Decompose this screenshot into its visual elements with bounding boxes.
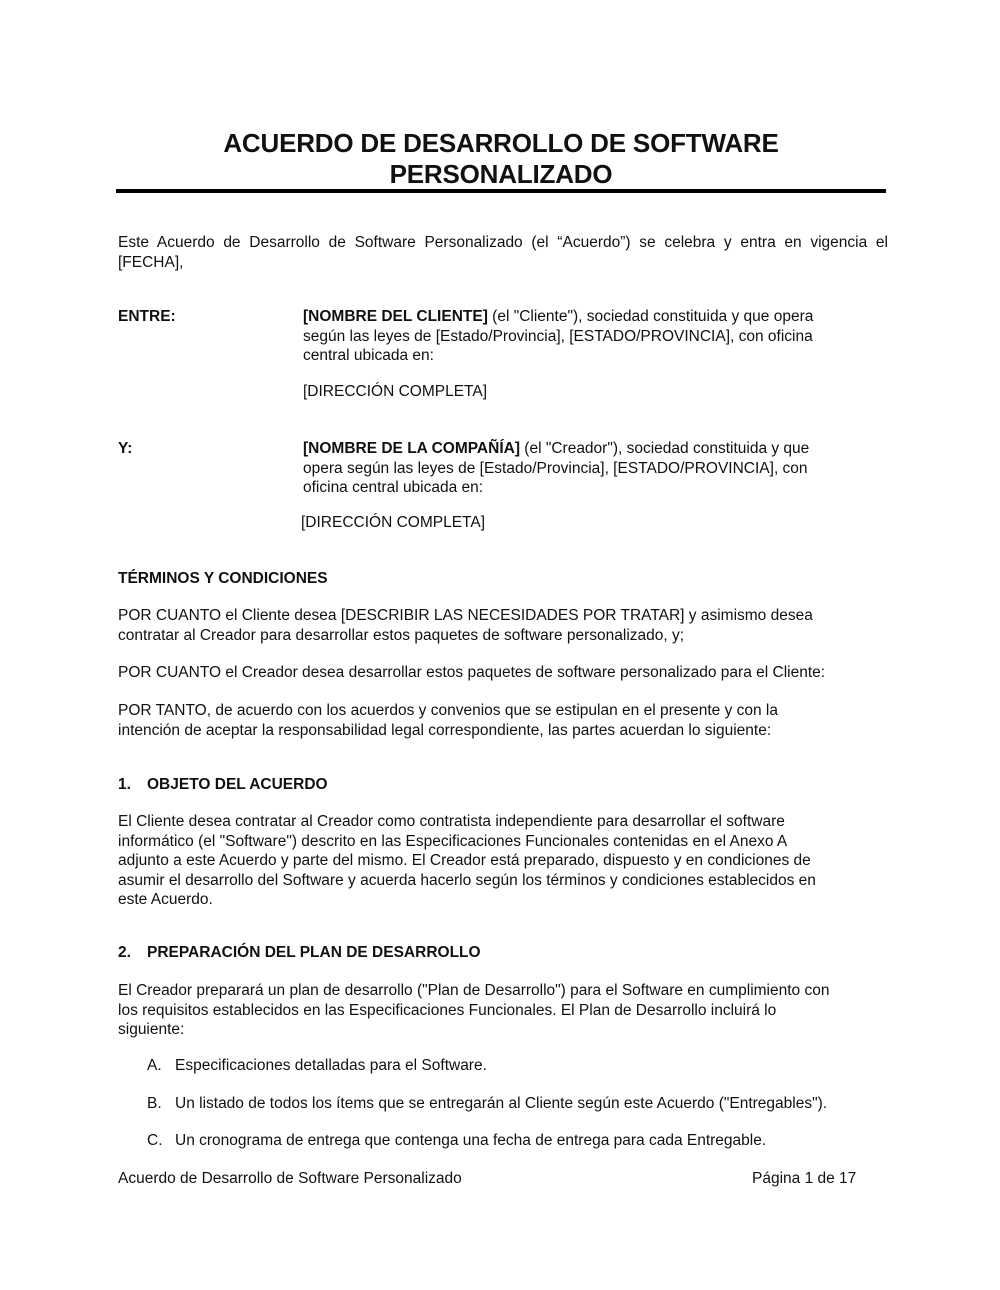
company-name-placeholder: [NOMBRE DE LA COMPAÑÍA] [303, 440, 520, 457]
party-line [303, 307, 883, 327]
paragraph-line: informático (el "Software") descrito en las Especificaciones Funcionales contenidas en el Anexo A [118, 832, 788, 850]
party-line: central ubicada en: [303, 347, 434, 364]
party-line: según las leyes de [Estado/Provincia], [ESTADO/PROVINCIA], con oficina [303, 327, 813, 345]
title-line-2: PERSONALIZADO [389, 159, 613, 189]
client-address: [DIRECCIÓN COMPLETA] [303, 383, 488, 400]
paragraph-line: adjunto a este Acuerdo y parte del mismo. El Creador está preparado, dispuesto y en condiciones de [118, 852, 811, 869]
list-item-a [147, 1056, 487, 1076]
party-line [303, 439, 883, 459]
paragraph-line: siguiente: [118, 1021, 185, 1038]
section-number: 2. [118, 944, 131, 961]
section-number: 1. [118, 776, 131, 793]
terms-heading: TÉRMINOS Y CONDICIONES [118, 570, 328, 587]
paragraph-line: contratar al Creador para desarrollar estos paquetes de software personalizado, y; [118, 626, 685, 644]
paragraph-line: intención de aceptar la responsabilidad legal correspondiente, las partes acuerdan lo siguiente: [118, 721, 772, 739]
list-letter: A. [147, 1057, 162, 1074]
whereas-paragraph-1 [118, 606, 888, 645]
section-title: PREPARACIÓN DEL PLAN DE DESARROLLO [147, 944, 481, 961]
therefore-paragraph [118, 701, 888, 740]
party-client [303, 307, 883, 366]
party-text: (el "Creador"), sociedad constituida y que [520, 440, 810, 457]
list-text: Un cronograma de entrega que contenga una fecha de entrega para cada Entregable. [175, 1132, 767, 1149]
title-line-1: ACUERDO DE DESARROLLO DE SOFTWARE [223, 128, 779, 158]
party-line: oficina central ubicada en: [303, 479, 484, 496]
list-text: Un listado de todos los ítems que se entregarán al Cliente según este Acuerdo ("Entregables"). [175, 1095, 828, 1112]
section-2-body [118, 981, 888, 1040]
list-item-c [147, 1131, 766, 1151]
section-1-body [118, 812, 888, 910]
paragraph-line: El Creador preparará un plan de desarrollo ("Plan de Desarrollo") para el Software en cumplimiento con [118, 982, 830, 999]
whereas-paragraph-2 [118, 663, 888, 683]
footer-document-title: Acuerdo de Desarrollo de Software Personalizado [118, 1170, 462, 1187]
paragraph-line: POR TANTO, de acuerdo con los acuerdos y convenios que se estipulan en el presente y con la [118, 702, 778, 719]
party-line: opera según las leyes de [Estado/Provincia], [ESTADO/PROVINCIA], con [303, 459, 808, 477]
client-name-placeholder: [NOMBRE DEL CLIENTE] [303, 308, 488, 325]
section-1-heading [118, 775, 328, 795]
list-letter: C. [147, 1132, 163, 1149]
title-divider [116, 189, 886, 193]
intro-paragraph [118, 233, 888, 272]
paragraph-line: POR CUANTO el Creador desea desarrollar estos paquetes de software personalizado para el Cliente: [118, 664, 826, 681]
document-title [116, 128, 886, 190]
paragraph-line: los requisitos establecidos en las Especificaciones Funcionales. El Plan de Desarrollo incluirá lo [118, 1001, 777, 1019]
party-label-y: Y: [118, 440, 133, 457]
party-creator [303, 439, 883, 498]
list-letter: B. [147, 1095, 162, 1112]
paragraph-line: asumir el desarrollo del Software y acuerda hacerlo según los términos y condiciones establecidos en [118, 871, 816, 889]
list-item-b [147, 1094, 827, 1114]
section-2-heading [118, 943, 481, 963]
footer-page-number: Página 1 de 17 [752, 1170, 857, 1187]
section-title: OBJETO DEL ACUERDO [147, 776, 328, 793]
intro-line: [FECHA], [118, 253, 184, 271]
paragraph-line: este Acuerdo. [118, 891, 213, 908]
paragraph-line: El Cliente desea contratar al Creador como contratista independiente para desarrollar el software [118, 813, 785, 830]
intro-line: Este Acuerdo de Desarrollo de Software Personalizado (el “Acuerdo”) se celebra y entra en vigencia el [118, 234, 888, 251]
paragraph-line: POR CUANTO el Cliente desea [DESCRIBIR LAS NECESIDADES POR TRATAR] y asimismo desea [118, 607, 813, 624]
party-text: (el "Cliente"), sociedad constituida y que opera [487, 308, 814, 325]
creator-address: [DIRECCIÓN COMPLETA] [301, 514, 486, 531]
party-label-entre: ENTRE: [118, 308, 176, 325]
list-text: Especificaciones detalladas para el Software. [175, 1057, 487, 1074]
